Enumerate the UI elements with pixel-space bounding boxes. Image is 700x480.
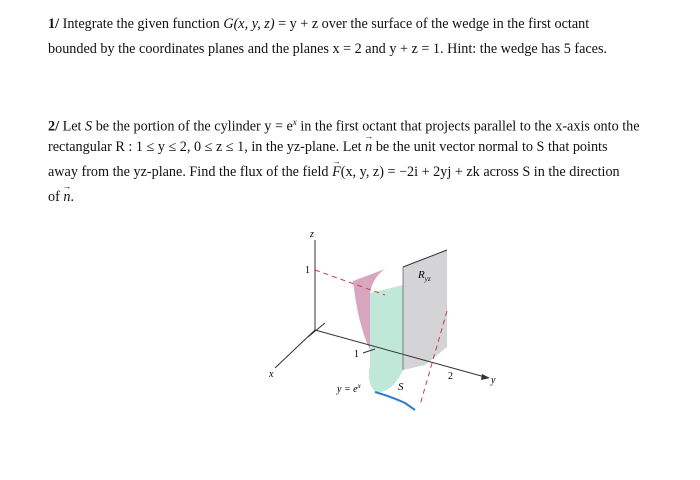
problem-1-text: Integrate the given function: [62, 16, 220, 32]
problem-1-text-cont: = y + z over the surface of the wedge in the first octant: [274, 16, 590, 32]
flux-text: away from the yz-plane. Find the flux of the field: [48, 164, 329, 180]
problem-2-of: of: [48, 189, 60, 205]
surface-S-shape: [369, 285, 403, 392]
problem-2-line-1: [48, 110, 640, 135]
problem-2-line-2-end: be the unit vector normal to S that points: [372, 139, 608, 155]
problem-2-line-3: [48, 160, 640, 185]
label-1-y: 1: [354, 349, 359, 360]
problem-2: [48, 110, 640, 210]
cylinder-figure: [255, 225, 505, 415]
problem-2-line-4: [48, 185, 640, 210]
label-y: y: [491, 375, 496, 386]
problem-2-text-cont: in the first octant that projects parallel to the x-axis onto the: [296, 118, 640, 135]
label-x: x: [269, 369, 274, 380]
rectangle-definition: rectangular R : 1 ≤ y ≤ 2, 0 ≤ z ≤ 1, in the yz-plane. Let: [48, 139, 362, 155]
axis-tick: [308, 323, 325, 337]
label-S: S: [398, 381, 404, 393]
field-definition: (x, y, z) = −2i + 2yj + zk across S in the direction: [340, 164, 620, 180]
problem-2-number: 2/: [48, 118, 60, 135]
problem-1-line-2: bounded by the coordinates planes and the planes x = 2 and y + z = 1. Hint: the wedge has 5 faces.: [48, 41, 608, 57]
exponent: x: [292, 117, 297, 127]
label-2-y: 2: [448, 371, 453, 382]
surface-S: S: [85, 118, 93, 135]
function-G: G(x, y, z): [223, 16, 275, 32]
cylinder-equation: be the portion of the cylinder y = e: [95, 118, 293, 135]
problem-1-number: 1/: [48, 16, 60, 32]
label-curve: $y = e^x$: [337, 382, 361, 395]
problem-1-line-1: [48, 12, 607, 37]
field-vector-F: → F: [332, 160, 341, 185]
y-axis-arrow: [481, 374, 490, 380]
label-z: z: [310, 229, 314, 240]
normal-vector-n-2: → n: [63, 185, 70, 210]
curve-y-eq-ex: [375, 392, 415, 410]
problem-2-line-2: [48, 135, 640, 160]
label-R: $R_{yz}$: [418, 269, 431, 283]
period: .: [70, 189, 75, 205]
label-1-z: 1: [305, 265, 310, 276]
region-R-yz: [403, 250, 447, 370]
normal-vector-n: → n: [365, 135, 372, 160]
problem-2-text: Let: [62, 118, 82, 135]
problem-1: [48, 12, 607, 62]
